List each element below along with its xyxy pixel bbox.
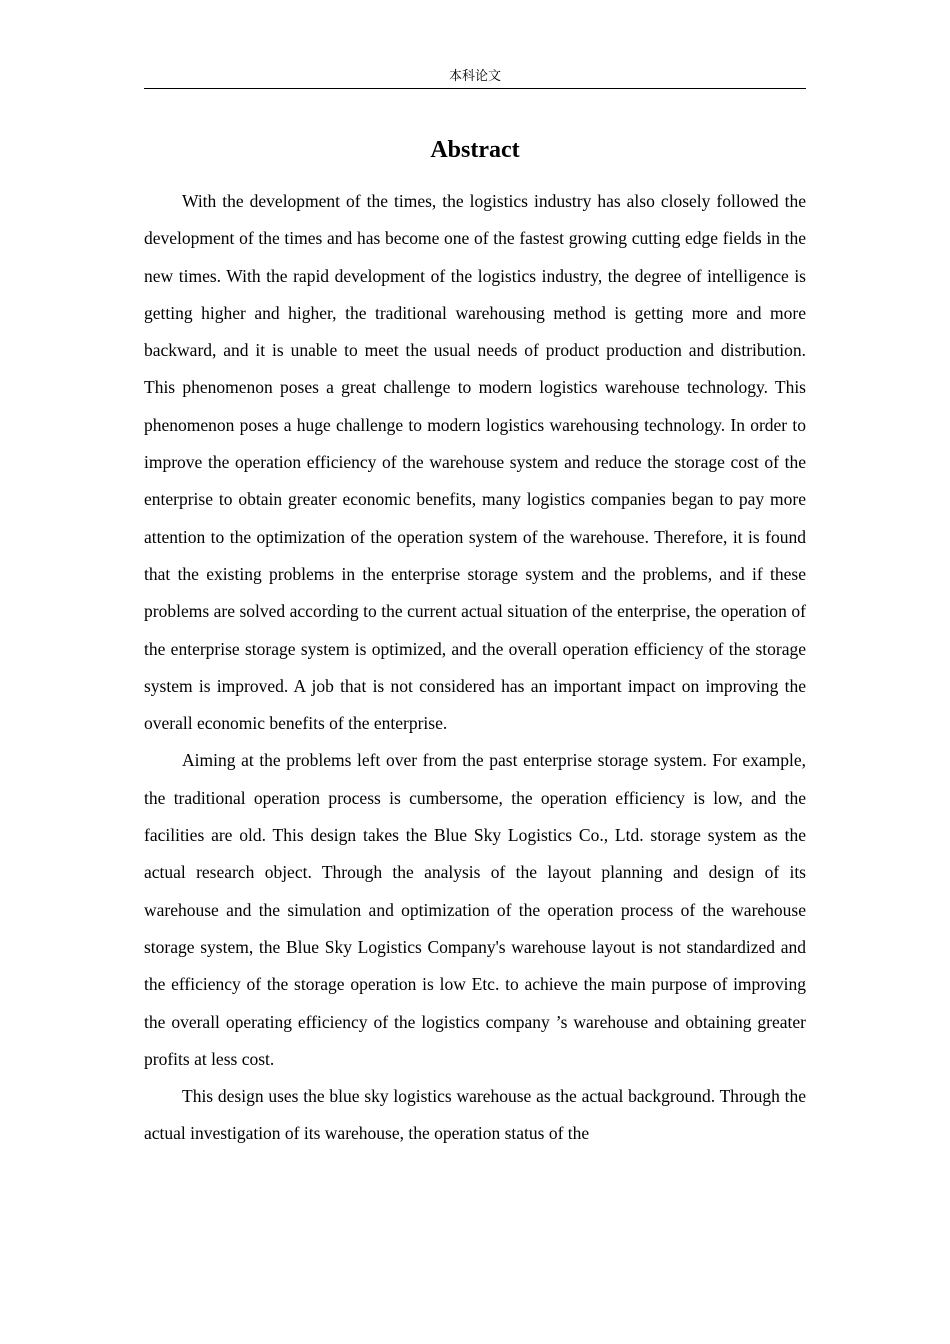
abstract-title: Abstract xyxy=(430,137,520,163)
running-header: 本科论文 xyxy=(448,69,501,84)
header-rule xyxy=(144,88,806,89)
abstract-paragraph-1: With the development of the times, the logistics industry has also closely followed the development of the times and has become one of the fastest growing cutting edge fields in the new times. With the rapid development of the logistics industry, the degree of intelligence is getting higher and higher, the traditional warehousing method is getting more and more backward, and it is unable to meet the usual needs of product production and distribution. This phenomenon poses a great challenge to modern logistics warehouse technology. This phenomenon poses a huge challenge to modern logistics warehousing technology. In order to improve the operation efficiency of the warehouse system and reduce the storage cost of the enterprise to obtain greater economic benefits, many logistics companies began to pay more attention to the optimization of the operation system of the warehouse. Therefore, it is found that the existing problems in the enterprise storage system and the problems, and if these problems are solved according to the current actual situation of the enterprise, the operation of the enterprise storage system is optimized, and the overall operation efficiency of the storage system is improved. A job that is not considered has an important impact on improving the overall economic benefits of the enterprise. xyxy=(144,191,806,734)
abstract-paragraph-3: This design uses the blue sky logistics warehouse as the actual background. Through the actual investigation of its warehouse, the operation status of the xyxy=(144,1086,806,1144)
abstract-paragraph-2: Aiming at the problems left over from the past enterprise storage system. For example, the traditional operation process is cumbersome, the operation efficiency is low, and the facilities are old. This design takes the Blue Sky Logistics Co., Ltd. storage system as the actual research object. Through the analysis of the layout planning and design of its warehouse and the simulation and optimization of the operation process of the warehouse storage system, the Blue Sky Logistics Company's warehouse layout is not standardized and the efficiency of the storage operation is low Etc. to achieve the main purpose of improving the overall operating efficiency of the logistics company ’s warehouse and obtaining greater profits at less cost. xyxy=(144,750,806,1069)
abstract-body xyxy=(144,183,806,1153)
